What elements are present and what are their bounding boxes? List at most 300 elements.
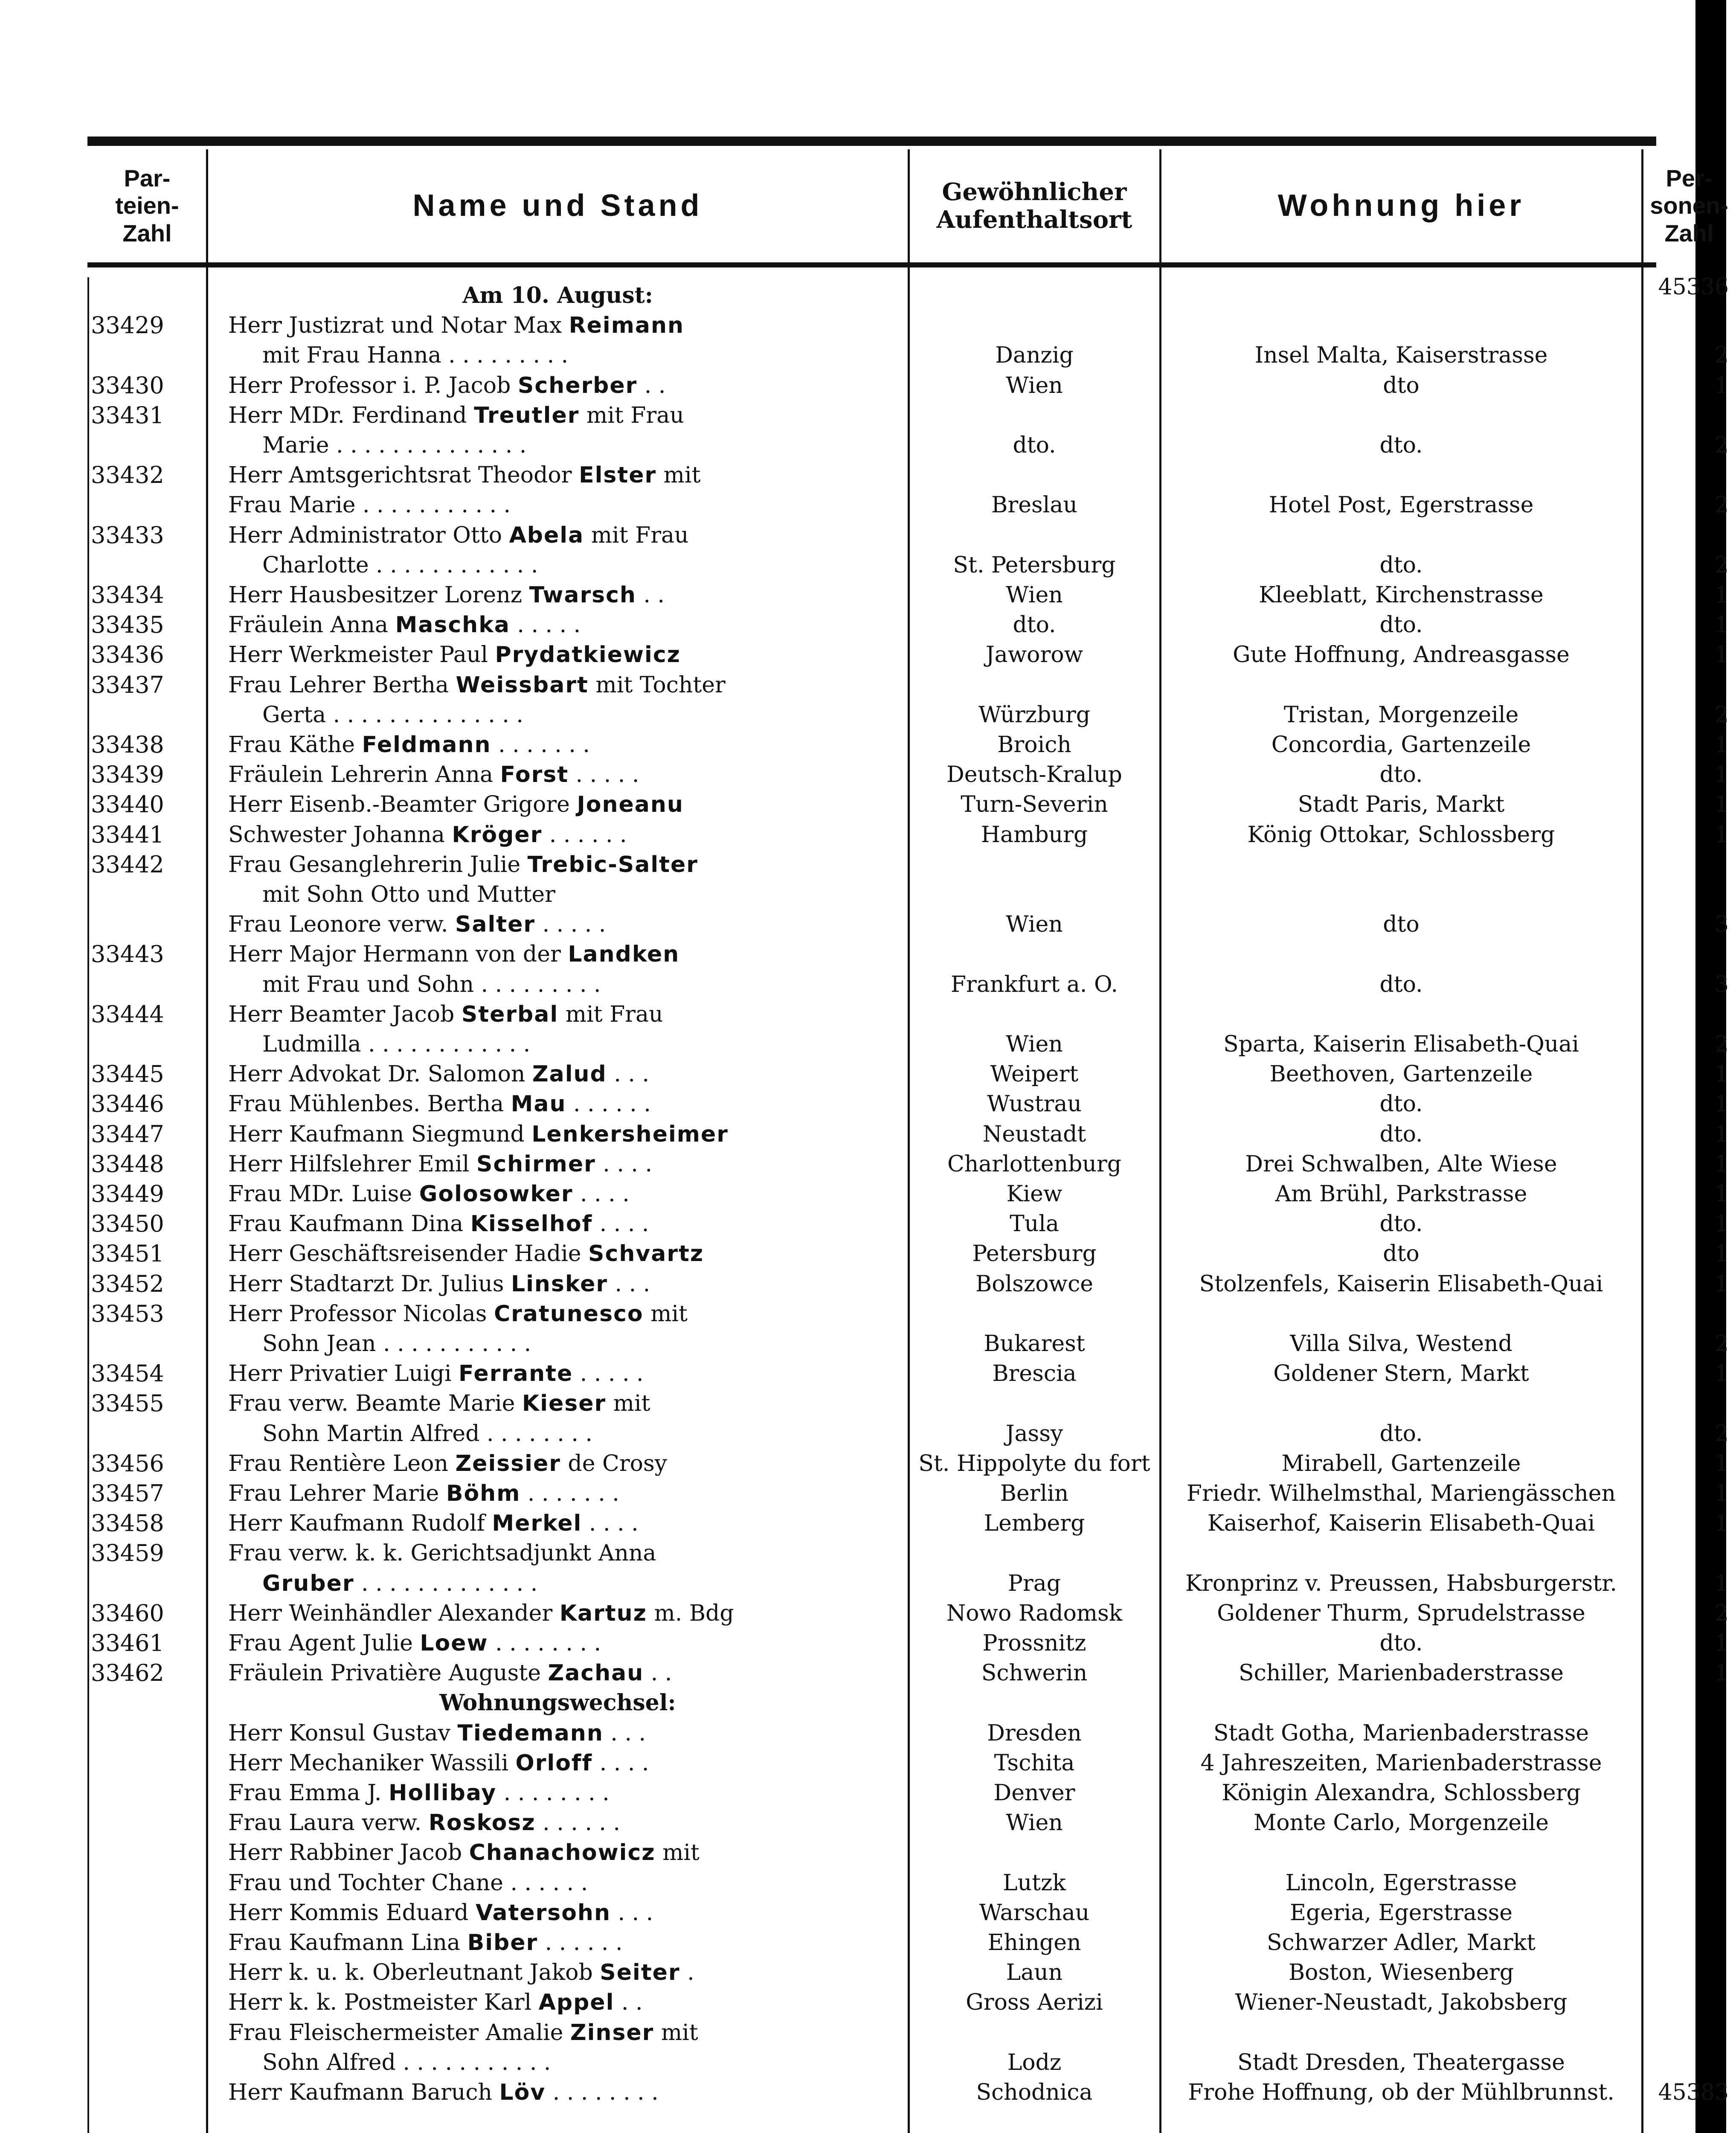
residence-here: Insel Malta, Kaiserstrasse bbox=[1254, 343, 1548, 369]
surname: Zinser bbox=[570, 2020, 654, 2046]
surname: Zeissier bbox=[455, 1450, 561, 1476]
residence-here: Stadt Gotha, Marienbaderstrasse bbox=[1213, 1720, 1589, 1746]
surname: Maschka bbox=[395, 612, 510, 638]
name-and-status bbox=[228, 1179, 902, 1209]
surname: Treutler bbox=[474, 402, 580, 428]
name-and-status bbox=[262, 1029, 936, 1059]
name-and-status bbox=[228, 910, 902, 939]
table-row bbox=[87, 1419, 1729, 1449]
surname: Kisselhof bbox=[470, 1211, 593, 1237]
residence-here: Stadt Paris, Markt bbox=[1298, 792, 1505, 818]
name-text: Sohn Martin Alfred . . . . . . . . bbox=[262, 1421, 592, 1447]
name-and-status bbox=[228, 1538, 902, 1568]
name-and-status bbox=[228, 1000, 902, 1029]
residence-here: dto. bbox=[1379, 1091, 1423, 1117]
name-text: Herr Professor Nicolas bbox=[228, 1301, 487, 1327]
table-row bbox=[87, 460, 1656, 490]
usual-residence: Lodz bbox=[1007, 2049, 1062, 2075]
person-count: 2 bbox=[1714, 552, 1729, 578]
person-count: 3 bbox=[1714, 912, 1729, 938]
usual-residence: Lemberg bbox=[984, 1511, 1085, 1537]
surname: Salter bbox=[455, 912, 536, 938]
residence-here: dto. bbox=[1379, 1630, 1423, 1656]
surname: Hollibay bbox=[388, 1780, 497, 1806]
section-heading bbox=[207, 281, 909, 311]
name-suffix: . . bbox=[637, 372, 666, 398]
surname: Linsker bbox=[511, 1271, 608, 1297]
name-text: Frau Gesanglehrerin Julie bbox=[228, 851, 521, 878]
name-text: Marie . . . . . . . . . . . . . . bbox=[262, 433, 527, 458]
surname: Schvartz bbox=[588, 1241, 704, 1267]
usual-residence: Bukarest bbox=[984, 1331, 1085, 1357]
name-suffix: . . . bbox=[603, 1720, 646, 1746]
name-suffix: mit Frau bbox=[558, 1001, 663, 1027]
table-row bbox=[87, 1538, 1656, 1568]
usual-residence: Dresden bbox=[987, 1720, 1082, 1746]
name-text: Herr Privatier Luigi bbox=[228, 1361, 452, 1387]
carry-in-total: 45336 bbox=[1658, 274, 1729, 300]
person-count: 1 bbox=[1714, 1091, 1729, 1117]
residence-here: Am Brühl, Parkstrasse bbox=[1275, 1181, 1527, 1207]
name-suffix: mit Frau bbox=[584, 522, 689, 548]
table-row bbox=[87, 880, 1656, 910]
name-text: Herr Justizrat und Notar Max bbox=[228, 313, 562, 339]
usual-residence: Prag bbox=[1007, 1570, 1061, 1596]
name-and-status bbox=[228, 1299, 902, 1329]
name-text: Herr Administrator Otto bbox=[228, 522, 502, 548]
name-suffix: mit Frau bbox=[579, 402, 684, 428]
usual-residence: Jassy bbox=[1005, 1421, 1063, 1447]
usual-residence: Petersburg bbox=[972, 1241, 1097, 1267]
surname: Biber bbox=[467, 1930, 538, 1956]
name-and-status bbox=[228, 1928, 902, 1958]
residence-here: dto. bbox=[1379, 552, 1423, 578]
name-text: Herr Stadtarzt Dr. Julius bbox=[228, 1271, 504, 1297]
person-count: 1 bbox=[1714, 612, 1729, 638]
table-row bbox=[87, 1179, 1729, 1209]
person-count: 3 bbox=[1714, 971, 1729, 997]
surname: Kartuz bbox=[559, 1600, 647, 1626]
surname: Mau bbox=[511, 1091, 566, 1117]
name-suffix: . . . . . bbox=[535, 912, 606, 938]
header-name-status: Name und Stand bbox=[412, 189, 703, 223]
name-and-status bbox=[228, 939, 902, 969]
surname: Gruber bbox=[262, 1570, 354, 1596]
name-and-status bbox=[228, 1898, 902, 1928]
name-text: Frau Kaufmann Lina bbox=[228, 1930, 461, 1956]
name-suffix: . . . . . . bbox=[535, 1810, 620, 1836]
residence-here: Villa Silva, Westend bbox=[1290, 1331, 1512, 1357]
person-count: 2 bbox=[1714, 343, 1729, 369]
table-row bbox=[87, 1598, 1729, 1628]
person-count: 1 bbox=[1714, 732, 1729, 758]
surname: Lenkersheimer bbox=[531, 1121, 729, 1147]
name-and-status bbox=[228, 1389, 902, 1418]
party-number: 33438 bbox=[91, 731, 164, 758]
name-text: Fräulein Privatière Auguste bbox=[228, 1660, 541, 1686]
surname: Zachau bbox=[548, 1660, 644, 1686]
person-count: 2 bbox=[1714, 1032, 1729, 1057]
residence-here: Schiller, Marienbaderstrasse bbox=[1239, 1660, 1564, 1686]
name-text: Frau Fleischermeister Amalie bbox=[228, 2020, 563, 2046]
party-number: 33462 bbox=[91, 1659, 164, 1687]
usual-residence: Wien bbox=[1006, 372, 1063, 398]
table-row bbox=[87, 1209, 1729, 1239]
party-number: 33458 bbox=[91, 1510, 164, 1537]
table-row bbox=[87, 520, 1656, 550]
name-and-status bbox=[228, 790, 902, 819]
party-number: 33459 bbox=[91, 1540, 164, 1567]
name-and-status bbox=[262, 430, 936, 460]
name-and-status bbox=[228, 460, 902, 490]
usual-residence: dto. bbox=[1013, 433, 1056, 458]
usual-residence: Wien bbox=[1006, 1810, 1063, 1836]
residence-here: Concordia, Gartenzeile bbox=[1271, 732, 1531, 758]
name-text: Herr Werkmeister Paul bbox=[228, 642, 488, 668]
name-suffix: . . . . bbox=[592, 1211, 649, 1237]
residence-here: Gute Hoffnung, Andreasgasse bbox=[1233, 642, 1570, 668]
name-text: Herr Kaufmann Rudolf bbox=[228, 1511, 485, 1537]
party-number: 33450 bbox=[91, 1210, 164, 1238]
person-count: 1 bbox=[1714, 1241, 1729, 1267]
name-text: Frau Laura verw. bbox=[228, 1810, 422, 1836]
name-suffix: m. Bdg bbox=[647, 1600, 734, 1626]
party-number: 33461 bbox=[91, 1630, 164, 1656]
name-suffix: . . . . . bbox=[573, 1361, 644, 1387]
residence-here: Goldener Stern, Markt bbox=[1273, 1361, 1529, 1387]
name-and-status bbox=[228, 1958, 902, 1988]
name-text: mit Sohn Otto und Mutter bbox=[262, 882, 556, 907]
name-text: Frau MDr. Luise bbox=[228, 1181, 412, 1207]
name-text: Frau Lehrer Bertha bbox=[228, 672, 449, 698]
name-suffix: . . . . . . . . bbox=[488, 1630, 601, 1656]
surname: Roskosz bbox=[428, 1810, 536, 1836]
surname: Seiter bbox=[600, 1960, 680, 1986]
name-and-status bbox=[228, 401, 902, 430]
name-text: Herr Hilfslehrer Emil bbox=[228, 1151, 470, 1177]
table-row bbox=[87, 730, 1729, 760]
usual-residence: Berlin bbox=[1000, 1481, 1069, 1506]
residence-here: dto. bbox=[1379, 1121, 1423, 1147]
name-text: Herr Mechaniker Wassili bbox=[228, 1750, 508, 1776]
usual-residence: Warschau bbox=[979, 1900, 1090, 1926]
name-text: Frau Agent Julie bbox=[228, 1630, 413, 1656]
name-and-status bbox=[228, 1748, 902, 1778]
name-and-status bbox=[228, 610, 902, 640]
name-and-status bbox=[228, 670, 902, 700]
name-and-status bbox=[228, 1089, 902, 1119]
surname: Golosowker bbox=[419, 1181, 573, 1207]
surname: Löv bbox=[499, 2080, 546, 2105]
person-count: 1 bbox=[1714, 1061, 1729, 1087]
name-text: Sohn Jean . . . . . . . . . . . bbox=[262, 1331, 531, 1357]
table-row bbox=[87, 1329, 1729, 1359]
table-row bbox=[87, 1508, 1729, 1538]
table-row bbox=[87, 1239, 1729, 1269]
name-text: Fräulein Lehrerin Anna bbox=[228, 762, 493, 788]
party-number: 33442 bbox=[91, 851, 164, 878]
party-number: 33457 bbox=[91, 1480, 164, 1507]
residence-here: Friedr. Wilhelmsthal, Mariengässchen bbox=[1186, 1481, 1616, 1506]
name-text: Herr Weinhändler Alexander bbox=[228, 1600, 553, 1626]
name-and-status bbox=[262, 880, 936, 910]
table-row bbox=[87, 371, 1729, 401]
name-text: Wohnungswechsel: bbox=[439, 1690, 676, 1716]
name-text: Herr k. k. Postmeister Karl bbox=[228, 1990, 532, 2016]
residence-here: Monte Carlo, Morgenzeile bbox=[1253, 1810, 1549, 1836]
table-row bbox=[87, 760, 1729, 790]
table-row bbox=[87, 1928, 1656, 1958]
name-and-status bbox=[228, 850, 902, 880]
name-text: Herr Hausbesitzer Lorenz bbox=[228, 582, 523, 608]
surname: Trebic-Salter bbox=[527, 851, 698, 878]
person-count: 1 bbox=[1714, 1271, 1729, 1297]
header-person-count: Per- sonen- Zahl bbox=[1650, 164, 1728, 247]
surname: Reimann bbox=[569, 313, 685, 339]
person-count: 1 bbox=[1714, 1450, 1729, 1476]
name-suffix: de Crosy bbox=[560, 1450, 668, 1476]
table-row bbox=[87, 2048, 1656, 2078]
usual-residence: Tschita bbox=[994, 1750, 1075, 1776]
usual-residence: Charlottenburg bbox=[947, 1151, 1122, 1177]
name-and-status bbox=[228, 1359, 902, 1389]
name-text: Frau Emma J. bbox=[228, 1780, 382, 1806]
name-and-status bbox=[228, 580, 902, 610]
residence-here: Goldener Thurm, Sprudelstrasse bbox=[1217, 1600, 1585, 1626]
surname: Cratunesco bbox=[494, 1301, 644, 1327]
table-row bbox=[87, 1089, 1729, 1119]
residence-here: Drei Schwalben, Alte Wiese bbox=[1245, 1151, 1557, 1177]
party-number: 33432 bbox=[91, 462, 164, 489]
name-suffix: . . . bbox=[610, 1900, 653, 1926]
name-text: Gerta . . . . . . . . . . . . . . bbox=[262, 702, 523, 728]
person-count: 1 bbox=[1714, 762, 1729, 788]
name-suffix: . . . bbox=[607, 1271, 650, 1297]
table-row bbox=[87, 401, 1656, 430]
person-count: 1 bbox=[1714, 1481, 1729, 1506]
person-count: 1 bbox=[1714, 1121, 1729, 1147]
person-count: 1 bbox=[1714, 1660, 1729, 1686]
residence-here: dto bbox=[1383, 912, 1420, 938]
usual-residence: Broich bbox=[997, 732, 1071, 758]
residence-here: König Ottokar, Schlossberg bbox=[1247, 822, 1555, 848]
usual-residence: Tula bbox=[1010, 1211, 1059, 1237]
table-row bbox=[87, 820, 1729, 850]
header-party-number: Par- teien- Zahl bbox=[115, 164, 179, 247]
name-and-status bbox=[262, 970, 936, 1000]
name-suffix: mit bbox=[655, 1840, 700, 1866]
name-and-status bbox=[228, 1778, 902, 1808]
surname: Abela bbox=[509, 522, 584, 548]
name-text: Herr Beamter Jacob bbox=[228, 1001, 455, 1027]
residence-here: dto. bbox=[1379, 971, 1423, 997]
name-and-status bbox=[262, 1329, 936, 1359]
table-row bbox=[87, 1359, 1729, 1389]
name-and-status bbox=[228, 1059, 902, 1089]
name-suffix: . . . . bbox=[582, 1511, 639, 1537]
surname: Merkel bbox=[492, 1511, 582, 1537]
usual-residence: Turn-Severin bbox=[961, 792, 1108, 818]
usual-residence: Wien bbox=[1006, 912, 1063, 938]
table-row bbox=[87, 670, 1656, 700]
usual-residence: Ehingen bbox=[987, 1930, 1081, 1956]
name-text: Herr Amtsgerichtsrat Theodor bbox=[228, 462, 572, 488]
residence-here: Sparta, Kaiserin Elisabeth-Quai bbox=[1223, 1032, 1579, 1057]
name-text: Herr Major Hermann von der bbox=[228, 942, 561, 968]
name-suffix: . . . . . . . bbox=[491, 732, 590, 758]
name-suffix: . . bbox=[614, 1990, 643, 2016]
usual-residence: Würzburg bbox=[978, 702, 1090, 728]
residence-here: 4 Jahreszeiten, Marienbaderstrasse bbox=[1200, 1750, 1602, 1776]
table-row bbox=[87, 1479, 1729, 1508]
name-suffix: . . . . . bbox=[510, 612, 581, 638]
table-header-row bbox=[87, 149, 1728, 262]
name-and-status bbox=[228, 1598, 902, 1628]
usual-residence: Denver bbox=[993, 1780, 1075, 1806]
residence-here: Boston, Wiesenberg bbox=[1288, 1960, 1514, 1986]
name-suffix: . . . . . . . bbox=[520, 1481, 619, 1506]
party-number: 33452 bbox=[91, 1270, 164, 1297]
name-text: Ludmilla . . . . . . . . . . . . bbox=[262, 1032, 531, 1057]
section-heading bbox=[207, 1688, 909, 1718]
name-suffix: . . . . . . bbox=[566, 1091, 651, 1117]
person-count: 1 bbox=[1714, 1211, 1729, 1237]
party-number: 33448 bbox=[91, 1150, 164, 1177]
surname: Joneanu bbox=[577, 792, 684, 818]
table-row bbox=[87, 1778, 1656, 1808]
name-text: Herr Professor i. P. Jacob bbox=[228, 372, 511, 398]
name-and-status bbox=[262, 1569, 936, 1598]
residence-here: Frohe Hoffnung, ob der Mühlbrunnst. bbox=[1188, 2080, 1614, 2105]
table-row bbox=[87, 850, 1656, 880]
name-and-status bbox=[228, 371, 902, 401]
person-count: 1 bbox=[1714, 582, 1729, 608]
header-usual-residence: Gewöhnlicher Aufenthaltsort bbox=[936, 178, 1132, 234]
name-text: Frau Kaufmann Dina bbox=[228, 1211, 464, 1237]
name-and-status bbox=[228, 1209, 902, 1239]
name-suffix: . . . . bbox=[592, 1750, 649, 1776]
surname: Ferrante bbox=[459, 1361, 573, 1387]
table-row bbox=[87, 1808, 1656, 1838]
name-and-status bbox=[228, 760, 902, 790]
residence-here: Mirabell, Gartenzeile bbox=[1281, 1450, 1521, 1476]
party-number: 33451 bbox=[91, 1240, 164, 1267]
surname: Kröger bbox=[452, 822, 543, 848]
usual-residence: Neustadt bbox=[982, 1121, 1086, 1147]
name-and-status bbox=[228, 1149, 902, 1179]
table-row bbox=[87, 580, 1729, 610]
name-suffix: mit Tochter bbox=[588, 672, 726, 698]
name-suffix: . . . . bbox=[573, 1181, 630, 1207]
name-and-status bbox=[228, 1508, 902, 1538]
usual-residence: Bolszowce bbox=[975, 1271, 1093, 1297]
usual-residence: Danzig bbox=[995, 343, 1074, 369]
name-suffix: . . . . . bbox=[569, 762, 639, 788]
usual-residence: Wien bbox=[1006, 1032, 1063, 1057]
party-number: 33439 bbox=[91, 761, 164, 788]
header-rule bbox=[87, 262, 1656, 267]
person-count: 1 bbox=[1714, 642, 1729, 668]
carry-out-total: 45383 bbox=[1658, 2080, 1729, 2105]
usual-residence: Nowo Radomsk bbox=[946, 1600, 1123, 1626]
usual-residence: Kiew bbox=[1006, 1181, 1063, 1207]
table-row bbox=[87, 430, 1729, 460]
name-and-status bbox=[228, 640, 902, 670]
name-text: Sohn Alfred . . . . . . . . . . . bbox=[262, 2049, 551, 2075]
surname: Prydatkiewicz bbox=[495, 642, 681, 668]
name-text: mit Frau Hanna . . . . . . . . . bbox=[262, 343, 569, 369]
residence-here: Tristan, Morgenzeile bbox=[1283, 702, 1519, 728]
name-suffix: mit bbox=[606, 1391, 650, 1417]
table-row bbox=[87, 340, 1729, 370]
name-text: Frau und Tochter Chane . . . . . . bbox=[228, 1870, 588, 1896]
person-count: 1 bbox=[1714, 1570, 1729, 1596]
residence-here: Egeria, Egerstrasse bbox=[1289, 1900, 1513, 1926]
name-and-status bbox=[228, 1838, 902, 1868]
name-and-status bbox=[228, 1269, 902, 1299]
table-row bbox=[87, 1449, 1729, 1479]
name-and-status bbox=[228, 1239, 902, 1269]
person-count: 1 bbox=[1714, 372, 1729, 398]
party-number: 33447 bbox=[91, 1120, 164, 1148]
name-suffix: mit bbox=[654, 2020, 698, 2046]
name-text: Frau Marie . . . . . . . . . . . bbox=[228, 492, 511, 518]
person-count: 2 bbox=[1714, 492, 1729, 518]
name-suffix: . . . . . . bbox=[538, 1930, 623, 1956]
surname: Elster bbox=[579, 462, 657, 488]
residence-here: Kronprinz v. Preussen, Habsburgerstr. bbox=[1185, 1570, 1617, 1596]
person-count: 1 bbox=[1714, 1181, 1729, 1207]
usual-residence: Breslau bbox=[991, 492, 1077, 518]
name-text: Herr Kaufmann Siegmund bbox=[228, 1121, 525, 1147]
party-number: 33455 bbox=[91, 1390, 164, 1417]
table-row bbox=[87, 281, 1656, 311]
person-count: 1 bbox=[1714, 792, 1729, 818]
surname: Böhm bbox=[446, 1481, 521, 1506]
table-row bbox=[87, 1838, 1656, 1868]
table-row bbox=[87, 490, 1729, 520]
header-residence-here: Wohnung hier bbox=[1277, 189, 1525, 223]
name-text: Herr MDr. Ferdinand bbox=[228, 402, 467, 428]
residence-here: Schwarzer Adler, Markt bbox=[1266, 1930, 1536, 1956]
party-number: 33456 bbox=[91, 1450, 164, 1477]
residence-here: dto bbox=[1383, 1241, 1420, 1267]
usual-residence: Schodnica bbox=[976, 2080, 1093, 2105]
surname: Weissbart bbox=[456, 672, 589, 698]
name-text: Frau Leonore verw. bbox=[228, 912, 448, 938]
party-number: 33431 bbox=[91, 401, 164, 429]
table-row bbox=[87, 1688, 1656, 1718]
name-and-status bbox=[228, 730, 902, 760]
table-row bbox=[87, 1029, 1729, 1059]
usual-residence: Wustrau bbox=[987, 1091, 1082, 1117]
name-and-status bbox=[228, 1658, 902, 1688]
surname: Vatersohn bbox=[476, 1900, 611, 1926]
name-and-status bbox=[262, 700, 936, 730]
guest-list-table bbox=[87, 137, 1729, 2133]
party-number: 33441 bbox=[91, 821, 164, 848]
name-and-status bbox=[228, 1119, 902, 1149]
residence-here: Kleeblatt, Kirchenstrasse bbox=[1259, 582, 1544, 608]
party-number: 33434 bbox=[91, 581, 164, 608]
table-row bbox=[87, 1269, 1729, 1299]
residence-here: dto. bbox=[1379, 1421, 1423, 1447]
table-row bbox=[87, 970, 1729, 1000]
residence-here: Königin Alexandra, Schlossberg bbox=[1222, 1780, 1581, 1806]
usual-residence: Weipert bbox=[990, 1061, 1079, 1087]
name-suffix: . . . . . . . . . . . . . bbox=[354, 1570, 538, 1596]
table-row bbox=[87, 1059, 1729, 1089]
